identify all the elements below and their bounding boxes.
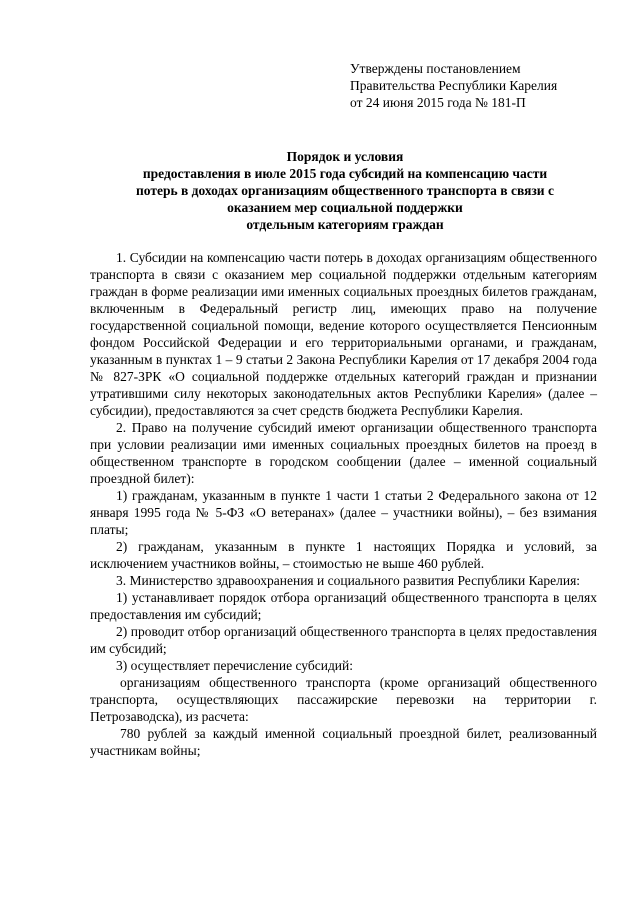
title-line-1: Порядок и условия (286, 149, 404, 164)
title-line-4: оказанием мер социальной поддержки (227, 200, 463, 215)
paragraph-3: 3. Министерство здравоохранения и социального развития Республики Карелия: (116, 573, 581, 588)
title-line-2: предоставления в июле 2015 года субсидий на компенсацию части (142, 166, 548, 181)
paragraph-3-item-3-recipients: организациям общественного транспорта (кроме организаций общественного транспорта, осуществляющих пассажирские перевозки на территории г. Петрозаводска), из расчета: (90, 675, 597, 724)
approval-line-1: Утверждены постановлением (350, 61, 521, 76)
title-line-3: потерь в доходах организациям общественного транспорта в связи с (136, 183, 554, 198)
approval-stamp (350, 60, 610, 111)
approval-line-2: Правительства Республики Карелия (350, 78, 558, 93)
paragraph-3-item-3: 3) осуществляет перечисление субсидий: (116, 658, 354, 673)
paragraph-2-item-1: 1) гражданам, указанным в пункте 1 части 1 статьи 2 Федерального закона от 12 января 1995 года № 5-ФЗ «О ветеранах» (далее – участники войны), – без взимания платы; (90, 488, 597, 537)
paragraph-2-item-2: 2) гражданам, указанным в пункте 1 настоящих Порядка и условий, за исключением участников войны, – стоимостью не выше 460 рублей. (90, 539, 597, 571)
paragraph-3-item-2: 2) проводит отбор организаций общественного транспорта в целях предоставления им субсидий; (90, 624, 597, 656)
paragraph-3-item-1: 1) устанавливает порядок отбора организаций общественного транспорта в целях предоставления им субсидий; (90, 590, 597, 622)
document-title (90, 148, 600, 233)
document-body (90, 249, 597, 759)
paragraph-2: 2. Право на получение субсидий имеют организации общественного транспорта при условии реализации ими именных социальных проездных билетов на проезд в общественном транспорте в городском сообщении (далее – именной социальный проездной билет): (90, 420, 597, 486)
paragraph-3-item-3-rate: 780 рублей за каждый именной социальный проездной билет, реализованный участникам войны; (90, 726, 597, 758)
paragraph-1: 1. Субсидии на компенсацию части потерь в доходах организациям общественного транспорта в связи с оказанием мер социальной поддержки отдельным категориям граждан в форме реализации ими именных социальных проездных билетов гражданам, включенным в Федеральный регистр лиц, имеющих право на получение государственной социальной помощи, ведение которого осуществляется Пенсионным фондом Российской Федерации и его территориальными органами, и гражданам, указанным в пунктах 1 – 9 статьи 2 Закона Республики Карелия от 17 декабря 2004 года № 827-ЗРК «О социальной поддержке отдельных категорий граждан и признании утратившими силу некоторых законодательных актов Республики Карелия» (далее – субсидии), предоставляются за счет средств бюджета Республики Карелия. (90, 250, 597, 418)
title-line-5: отдельным категориям граждан (246, 217, 444, 232)
approval-line-3: от 24 июня 2015 года № 181-П (350, 95, 526, 110)
